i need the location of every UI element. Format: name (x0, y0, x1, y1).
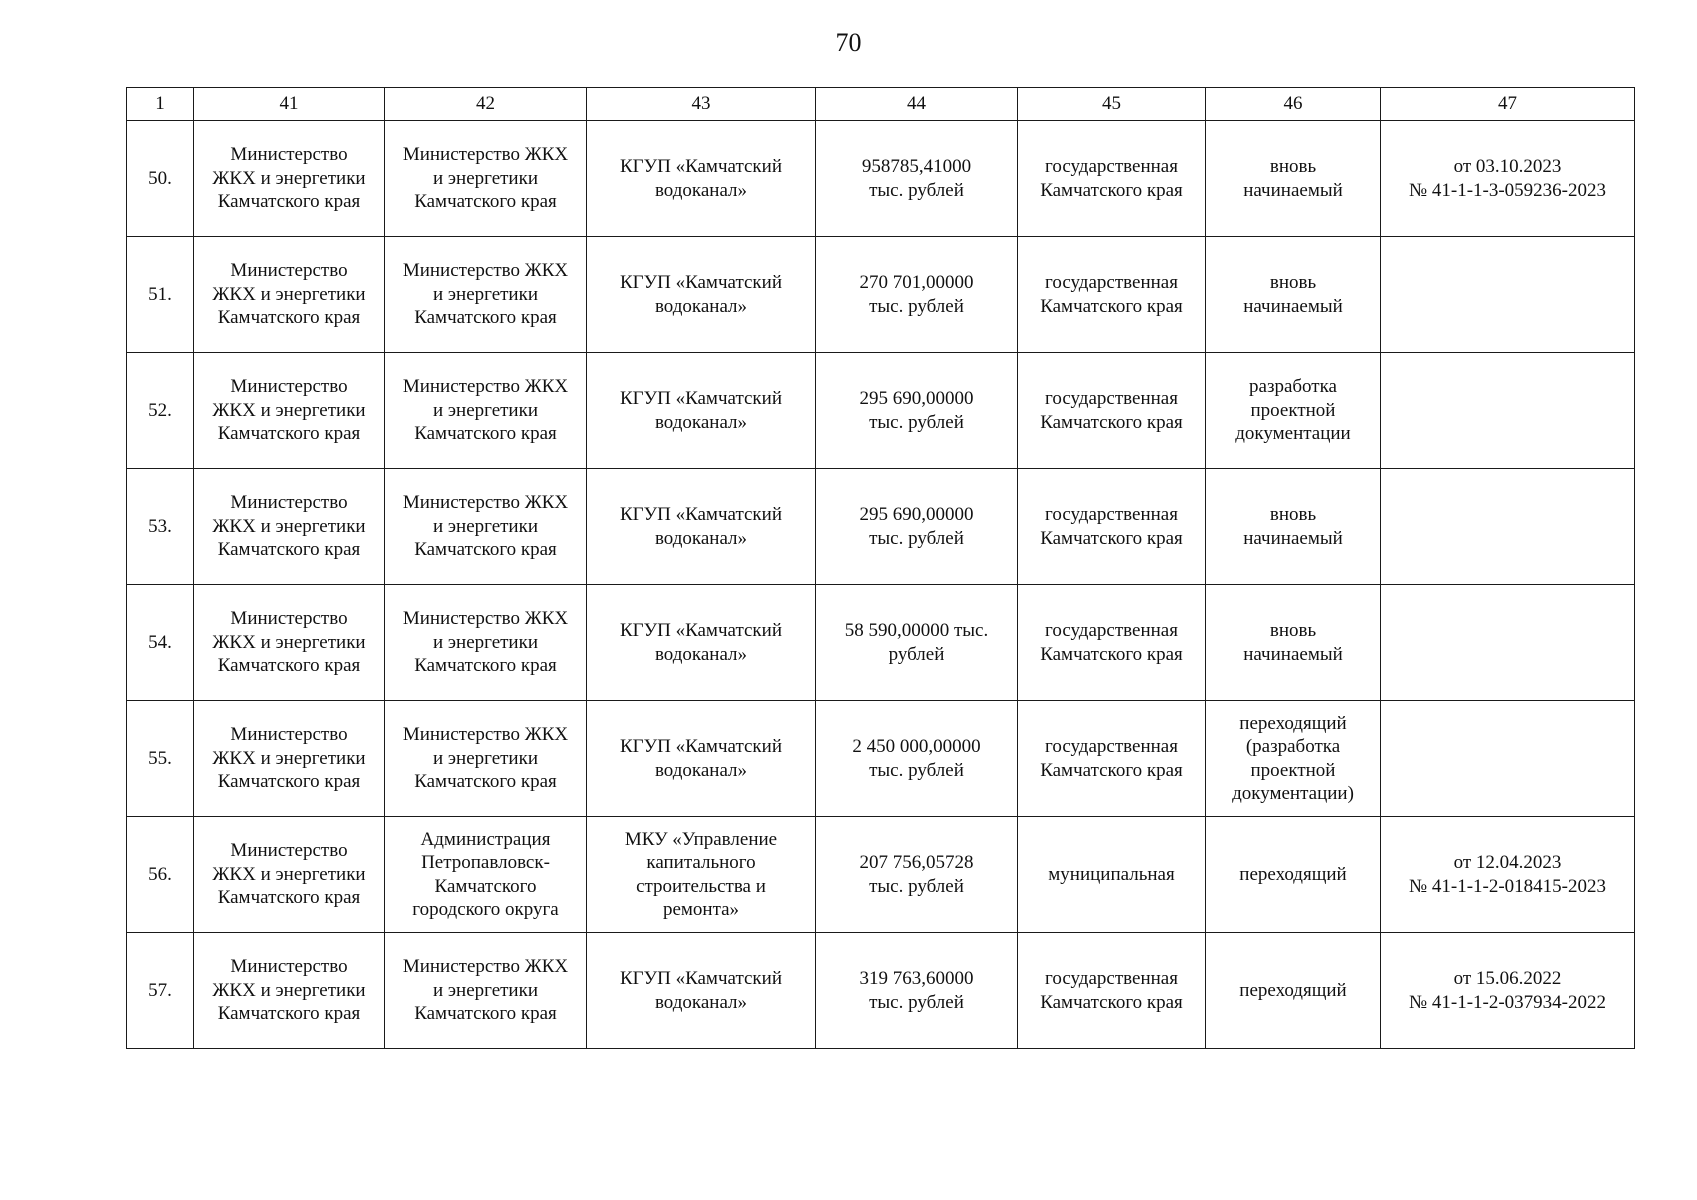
client-cell: Министерство ЖКХ и энергетики Камчатского края (385, 353, 587, 469)
expertise-cell (1381, 237, 1635, 353)
expertise-cell (1381, 701, 1635, 817)
row-number-cell: 54. (127, 585, 194, 701)
cost-cell: 958785,41000 тыс. рублей (816, 121, 1018, 237)
cost-cell: 2 450 000,00000 тыс. рублей (816, 701, 1018, 817)
developer-cell: МКУ «Управление капитального строительства и ремонта» (587, 817, 816, 933)
row-number-cell: 55. (127, 701, 194, 817)
ownership-cell: государственная Камчатского края (1018, 585, 1206, 701)
client-cell: Администрация Петропавловск- Камчатского городского округа (385, 817, 587, 933)
column-header-46: 46 (1206, 88, 1381, 121)
ministry-cell: Министерство ЖКХ и энергетики Камчатского края (194, 237, 385, 353)
status-cell: переходящий (разработка проектной документации) (1206, 701, 1381, 817)
column-header-42: 42 (385, 88, 587, 121)
status-cell: разработка проектной документации (1206, 353, 1381, 469)
column-header-44: 44 (816, 88, 1018, 121)
table-row (127, 817, 1635, 933)
expertise-cell: от 03.10.2023 № 41-1-1-3-059236-2023 (1381, 121, 1635, 237)
column-header-47: 47 (1381, 88, 1635, 121)
client-cell: Министерство ЖКХ и энергетики Камчатского края (385, 121, 587, 237)
row-number-cell: 50. (127, 121, 194, 237)
status-cell: вновь начинаемый (1206, 237, 1381, 353)
developer-cell: КГУП «Камчатский водоканал» (587, 469, 816, 585)
ministry-cell: Министерство ЖКХ и энергетики Камчатского края (194, 701, 385, 817)
cost-cell: 319 763,60000 тыс. рублей (816, 933, 1018, 1049)
expertise-cell: от 15.06.2022 № 41-1-1-2-037934-2022 (1381, 933, 1635, 1049)
client-cell: Министерство ЖКХ и энергетики Камчатского края (385, 237, 587, 353)
ministry-cell: Министерство ЖКХ и энергетики Камчатского края (194, 469, 385, 585)
client-cell: Министерство ЖКХ и энергетики Камчатского края (385, 933, 587, 1049)
column-header-43: 43 (587, 88, 816, 121)
ministry-cell: Министерство ЖКХ и энергетики Камчатского края (194, 585, 385, 701)
ownership-cell: государственная Камчатского края (1018, 237, 1206, 353)
ownership-cell: муниципальная (1018, 817, 1206, 933)
ownership-cell: государственная Камчатского края (1018, 121, 1206, 237)
ownership-cell: государственная Камчатского края (1018, 353, 1206, 469)
ownership-cell: государственная Камчатского края (1018, 933, 1206, 1049)
client-cell: Министерство ЖКХ и энергетики Камчатского края (385, 701, 587, 817)
status-cell: вновь начинаемый (1206, 585, 1381, 701)
cost-cell: 295 690,00000 тыс. рублей (816, 353, 1018, 469)
developer-cell: КГУП «Камчатский водоканал» (587, 121, 816, 237)
expertise-cell (1381, 469, 1635, 585)
row-number-cell: 53. (127, 469, 194, 585)
row-number-cell: 52. (127, 353, 194, 469)
developer-cell: КГУП «Камчатский водоканал» (587, 353, 816, 469)
expertise-cell (1381, 585, 1635, 701)
expertise-cell (1381, 353, 1635, 469)
ownership-cell: государственная Камчатского края (1018, 701, 1206, 817)
cost-cell: 207 756,05728 тыс. рублей (816, 817, 1018, 933)
developer-cell: КГУП «Камчатский водоканал» (587, 933, 816, 1049)
table-row (127, 469, 1635, 585)
client-cell: Министерство ЖКХ и энергетики Камчатского края (385, 585, 587, 701)
page-number: 70 (835, 28, 862, 57)
cost-cell: 270 701,00000 тыс. рублей (816, 237, 1018, 353)
cost-cell: 58 590,00000 тыс. рублей (816, 585, 1018, 701)
column-header-1: 1 (127, 88, 194, 121)
client-cell: Министерство ЖКХ и энергетики Камчатского края (385, 469, 587, 585)
table-row (127, 585, 1635, 701)
row-number-cell: 57. (127, 933, 194, 1049)
status-cell: переходящий (1206, 933, 1381, 1049)
column-header-41: 41 (194, 88, 385, 121)
ministry-cell: Министерство ЖКХ и энергетики Камчатского края (194, 353, 385, 469)
cost-cell: 295 690,00000 тыс. рублей (816, 469, 1018, 585)
registry-table (126, 87, 1635, 1049)
ministry-cell: Министерство ЖКХ и энергетики Камчатского края (194, 933, 385, 1049)
column-header-45: 45 (1018, 88, 1206, 121)
row-number-cell: 56. (127, 817, 194, 933)
status-cell: переходящий (1206, 817, 1381, 933)
row-number-cell: 51. (127, 237, 194, 353)
status-cell: вновь начинаемый (1206, 469, 1381, 585)
developer-cell: КГУП «Камчатский водоканал» (587, 585, 816, 701)
table-row (127, 701, 1635, 817)
expertise-cell: от 12.04.2023 № 41-1-1-2-018415-2023 (1381, 817, 1635, 933)
table-row (127, 353, 1635, 469)
table-row (127, 121, 1635, 237)
ownership-cell: государственная Камчатского края (1018, 469, 1206, 585)
table-row (127, 237, 1635, 353)
developer-cell: КГУП «Камчатский водоканал» (587, 237, 816, 353)
header-row (127, 88, 1635, 121)
table-row (127, 933, 1635, 1049)
status-cell: вновь начинаемый (1206, 121, 1381, 237)
developer-cell: КГУП «Камчатский водоканал» (587, 701, 816, 817)
ministry-cell: Министерство ЖКХ и энергетики Камчатского края (194, 121, 385, 237)
ministry-cell: Министерство ЖКХ и энергетики Камчатского края (194, 817, 385, 933)
